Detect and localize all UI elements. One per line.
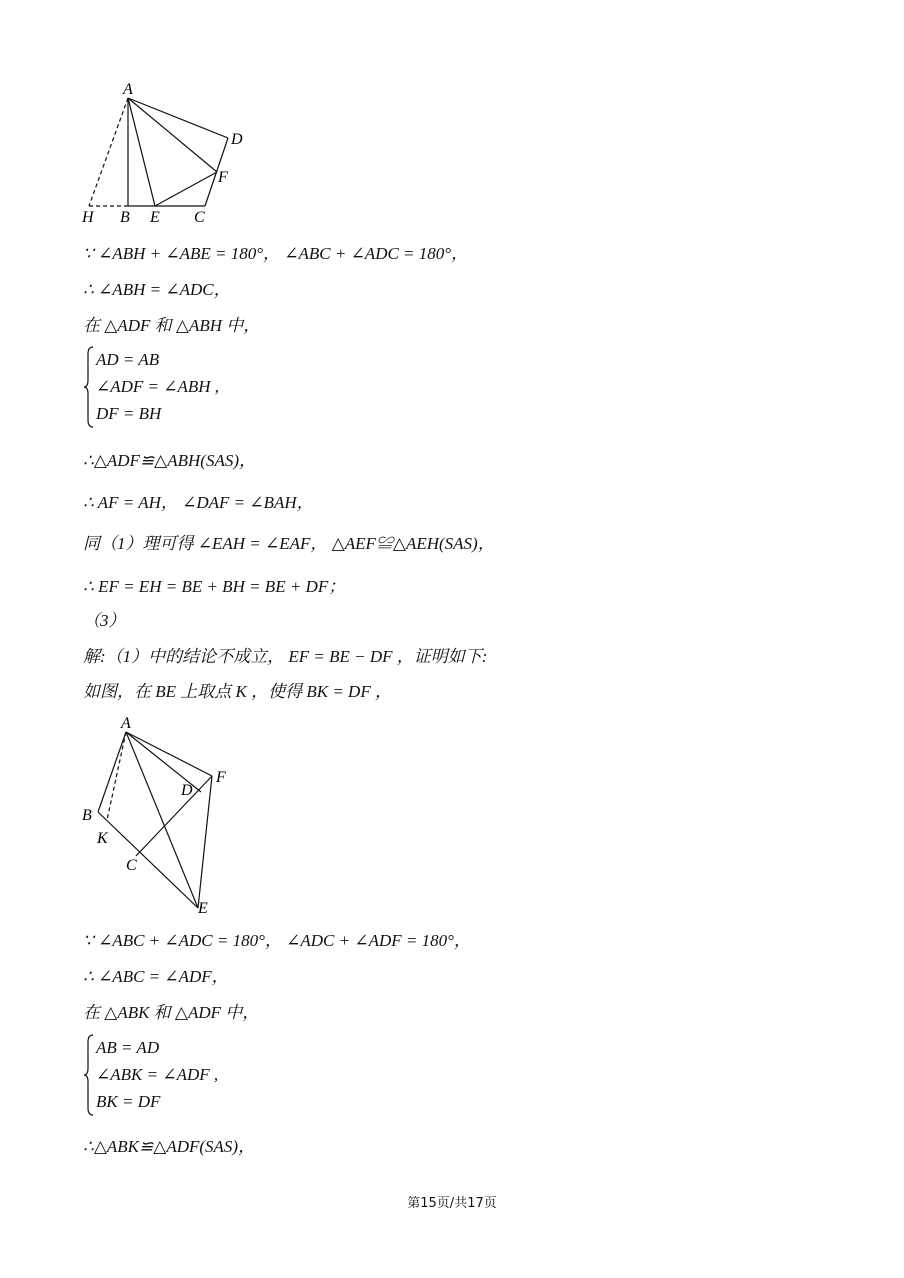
fig1-label-c: C xyxy=(194,209,205,226)
system-1-row-2: ∠ADF = ∠ABH , xyxy=(96,377,220,396)
fig2-label-b: B xyxy=(82,807,92,824)
line-3: 在 △ADF 和 △ABH 中， xyxy=(83,316,261,335)
line-8: （3） xyxy=(83,611,126,630)
system-2-row-2: ∠ABK = ∠ADF , xyxy=(96,1065,219,1084)
system-2-row-3: BK = DF xyxy=(96,1092,161,1111)
line-4: ∴△ADF≌△ABH(SAS)， xyxy=(83,451,257,470)
line-9: 解:（1）中的结论不成立， EF = BE − DF ，证明如下: xyxy=(83,647,488,666)
fig1-label-d: D xyxy=(231,131,243,148)
line-12: ∴ ∠ABC = ∠ADF， xyxy=(83,967,229,986)
fig2-label-c: C xyxy=(126,857,137,874)
page-footer: 第15页/共17页 xyxy=(407,1196,497,1211)
left-brace-icon xyxy=(84,346,94,428)
line-6: 同（1）理可得 ∠EAH = ∠EAF， △AEF≌△AEH(SAS)， xyxy=(83,534,495,553)
line-1: ∵ ∠ABH + ∠ABE = 180°， ∠ABC + ∠ADC = 180°， xyxy=(83,244,469,263)
line-11: ∵ ∠ABC + ∠ADC = 180°， ∠ADC + ∠ADF = 180°， xyxy=(83,931,471,950)
figure-1-diagram xyxy=(80,78,260,228)
fig1-label-h: H xyxy=(82,209,94,226)
line-14: ∴△ABK≌△ADF(SAS)， xyxy=(83,1137,256,1156)
fig2-label-a: A xyxy=(121,715,131,732)
fig2-label-e: E xyxy=(198,900,208,917)
line-7: ∴ EF = EH = BE + BH = BE + DF； xyxy=(83,577,346,596)
fig1-label-e: E xyxy=(150,209,160,226)
system-1-row-3: DF = BH xyxy=(96,404,162,423)
line-5: ∴ AF = AH， ∠DAF = ∠BAH， xyxy=(83,493,314,512)
fig1-label-a: A xyxy=(123,81,133,98)
left-brace-icon xyxy=(84,1034,94,1116)
system-2-row-1: AB = AD xyxy=(96,1038,160,1057)
fig1-label-b: B xyxy=(120,209,130,226)
line-13: 在 △ABK 和 △ADF 中， xyxy=(83,1003,260,1022)
fig1-label-f: F xyxy=(218,169,228,186)
figure-2-diagram xyxy=(78,712,248,922)
line-10: 如图，在 BE 上取点 K ，使得 BK = DF ， xyxy=(83,682,392,701)
fig2-label-f: F xyxy=(216,769,226,786)
fig2-label-k: K xyxy=(97,830,108,847)
fig2-label-d: D xyxy=(181,782,193,799)
system-1-row-1: AD = AB xyxy=(96,350,160,369)
line-2: ∴ ∠ABH = ∠ADC， xyxy=(83,280,231,299)
